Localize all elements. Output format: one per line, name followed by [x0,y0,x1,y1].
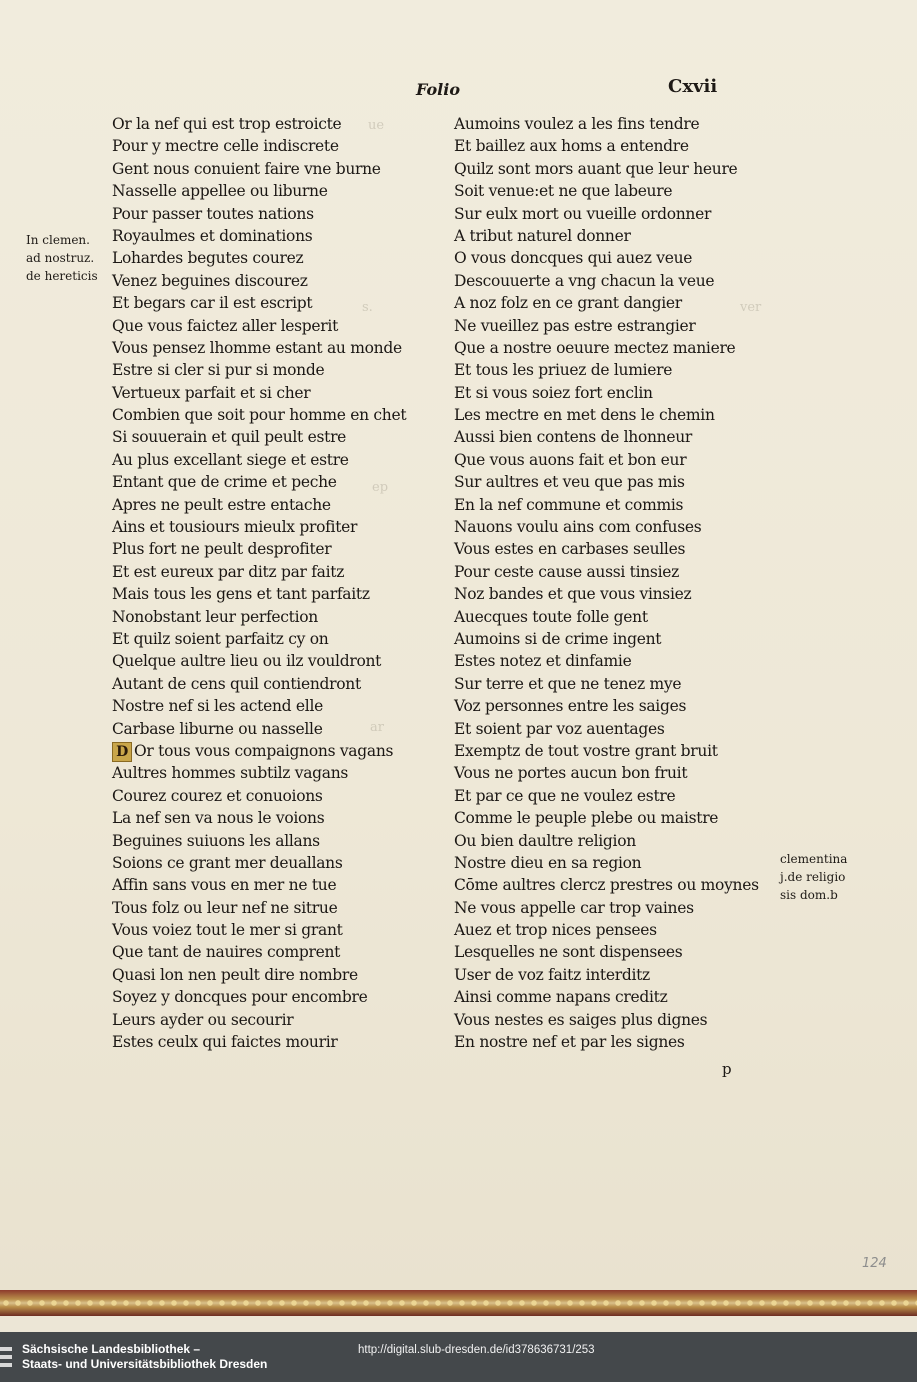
permalink-url[interactable]: http://digital.slub-dresden.de/id378636731/253 [358,1344,595,1356]
verse-line: Ne vueillez pas estre estrangier [454,316,696,335]
verse-line: Tous folz ou leur nef ne sitrue [112,898,338,917]
verse-line: Que vous faictez aller lesperit [112,316,338,335]
logo-bar [0,1347,12,1351]
verse-line: Soions ce grant mer deuallans [112,853,343,872]
verse-line: Ainsi comme napans creditz [454,988,668,1007]
footer-bar [0,1332,917,1382]
leaf-number: Cxvii [668,76,718,97]
verse-line: Comme le peuple plebe ou maistre [454,809,719,828]
verse-line: Et begars car il est escript [112,294,313,313]
verse-line: Or la nef qui est trop estroicte [112,115,342,133]
library-logo-icon [0,1332,14,1382]
verse-line: A tribut naturel donner [454,226,631,245]
verse-line: Au plus excellant siege et estre [112,450,349,469]
verse-line: Soit venue:et ne que labeure [454,182,673,201]
verse-line: User de voz faitz interditz [454,965,650,984]
verse-line: Royaulmes et dominations [112,226,313,245]
verse-line: Cōme aultres clercz prestres ou moynes [454,876,759,895]
verse-line: Que vous auons fait et bon eur [454,450,687,469]
margin-gloss-left [26,231,98,285]
pencil-page-number: 124 [862,1256,887,1271]
verse-line: Ou bien daultre religion [454,831,636,850]
verse-line: Plus fort ne peult desprofiter [112,540,332,559]
verse-line: Gent nous conuient faire vne burne [112,159,381,178]
institution-name [22,1342,267,1372]
gloss-line: In clemen. [26,233,90,247]
verse-line: Quelque aultre lieu ou ilz vouldront [112,652,382,671]
verse-line: Et quilz soient parfaitz cy on [112,629,329,648]
verse-line: Ne vous appelle car trop vaines [454,898,694,917]
verse-line: Venez beguines discourez [112,271,308,290]
verse-line: Exemptz de tout vostre grant bruit [454,741,718,760]
verse-line: A noz folz en ce grant dangier [454,294,682,313]
gloss-line: de hereticis [26,269,98,283]
bleed-through-text: ep [372,480,389,495]
verse-line: Vous voiez tout le mer si grant [112,921,343,940]
bleed-through-text: ar [370,720,384,735]
verse-line: Beguines suiuons les allans [112,831,320,850]
verse-line: Autant de cens quil contiendront [112,674,361,693]
bleed-through-text: ue [368,118,385,133]
folio-heading: Folio [416,80,460,99]
verse-line: Que tant de nauires comprent [112,943,341,962]
verse-line: Et tous les priuez de lumiere [454,361,673,380]
verse-line: Estre si cler si pur si monde [112,361,325,380]
verse-column-left [112,113,432,1053]
verse-line: Soyez y doncques pour encombre [112,988,368,1007]
verse-line: Sur terre et que ne tenez mye [454,674,682,693]
verse-line: Noz bandes et que vous vinsiez [454,585,692,604]
bleed-through-text: s. [362,300,373,315]
verse-line: Entant que de crime et peche [112,473,337,492]
verse-line: Affin sans vous en mer ne tue [112,876,337,895]
verse-line: Carbase liburne ou nasselle [112,719,323,738]
verse-line: Et baillez aux homs a entendre [454,137,689,156]
verse-line: Estes ceulx qui faictes mourir [112,1033,338,1052]
verse-line: Lohardes begutes courez [112,249,304,268]
logo-bar [0,1355,12,1359]
institution-name-line2: Staats- und Universitätsbibliothek Dresden [22,1357,268,1371]
book-edge-binding [0,1290,917,1316]
signature-mark: p [722,1060,732,1078]
logo-bar [0,1363,12,1367]
gloss-line: j.de religio [780,870,846,884]
verse-line: Nostre nef si les actend elle [112,697,323,716]
gloss-line: sis dom.b [780,888,838,902]
verse-line: Vous estes en carbases seulles [454,540,686,559]
verse-line: Auez et trop nices pensees [454,921,657,940]
verse-line: Auecques toute folle gent [454,607,648,626]
gilt-edge-pattern [0,1297,917,1309]
institution-name-line1: Sächsische Landesbibliothek – [22,1342,201,1356]
verse-line: Aumoins voulez a les fins tendre [454,115,700,133]
verse-column-right [454,113,774,1053]
verse-line: Vous nestes es saiges plus dignes [454,1010,708,1029]
verse-line: Quilz sont mors auant que leur heure [454,159,738,178]
verse-line: Et si vous soiez fort enclin [454,383,653,402]
verse-line: Si souuerain et quil peult estre [112,428,347,447]
verse-line: La nef sen va nous le voions [112,809,325,828]
verse-line: Nonobstant leur perfection [112,607,318,626]
verse-line: Lesquelles ne sont dispensees [454,943,683,962]
verse-line: Nasselle appellee ou liburne [112,182,328,201]
bleed-through-text: ver [740,300,762,315]
gloss-line: clementina [780,852,848,866]
verse-line-with-initial [112,740,432,762]
verse-line: Nostre dieu en sa region [454,853,642,872]
verse-line: Aumoins si de crime ingent [454,629,662,648]
margin-gloss-right [780,850,847,904]
verse-line: Nauons voulu ains com confuses [454,518,702,537]
verse-line: Pour passer toutes nations [112,204,314,223]
verse-line: Voz personnes entre les saiges [454,697,687,716]
verse-line: Mais tous les gens et tant parfaitz [112,585,370,604]
verse-line: Sur eulx mort ou vueille ordonner [454,204,712,223]
verse-line: Courez courez et conuoions [112,786,323,805]
verse-line: Aultres hommes subtilz vagans [112,764,349,783]
verse-text: Or tous vous compaignons vagans [134,741,394,760]
verse-line: En nostre nef et par les signes [454,1033,685,1052]
verse-line: Et soient par voz auentages [454,719,665,738]
verse-line: Ains et tousiours mieulx profiter [112,518,358,537]
verse-line: Pour ceste cause aussi tinsiez [454,562,679,581]
verse-line: Sur aultres et veu que pas mis [454,473,685,492]
verse-line: Vous pensez lhomme estant au monde [112,338,402,357]
illuminated-initial: D [112,742,132,762]
verse-line: Vertueux parfait et si cher [112,383,311,402]
verse-line: Combien que soit pour homme en chet [112,406,407,425]
verse-line: En la nef commune et commis [454,495,684,514]
verse-line: Pour y mectre celle indiscrete [112,137,339,156]
verse-line: Aussi bien contens de lhonneur [454,428,693,447]
verse-line: Et est eureux par ditz par faitz [112,562,345,581]
verse-line: Quasi lon nen peult dire nombre [112,965,358,984]
gloss-line: ad nostruz. [26,251,95,265]
verse-line: Les mectre en met dens le chemin [454,406,715,425]
verse-line: Vous ne portes aucun bon fruit [454,764,688,783]
verse-line: Et par ce que ne voulez estre [454,786,676,805]
verse-line: Apres ne peult estre entache [112,495,331,514]
verse-line: O vous doncques qui auez veue [454,249,693,268]
verse-line: Leurs ayder ou secourir [112,1010,294,1029]
verse-line: Descouuerte a vng chacun la veue [454,271,715,290]
verse-line: Que a nostre oeuure mectez maniere [454,338,736,357]
verse-line: Estes notez et dinfamie [454,652,632,671]
